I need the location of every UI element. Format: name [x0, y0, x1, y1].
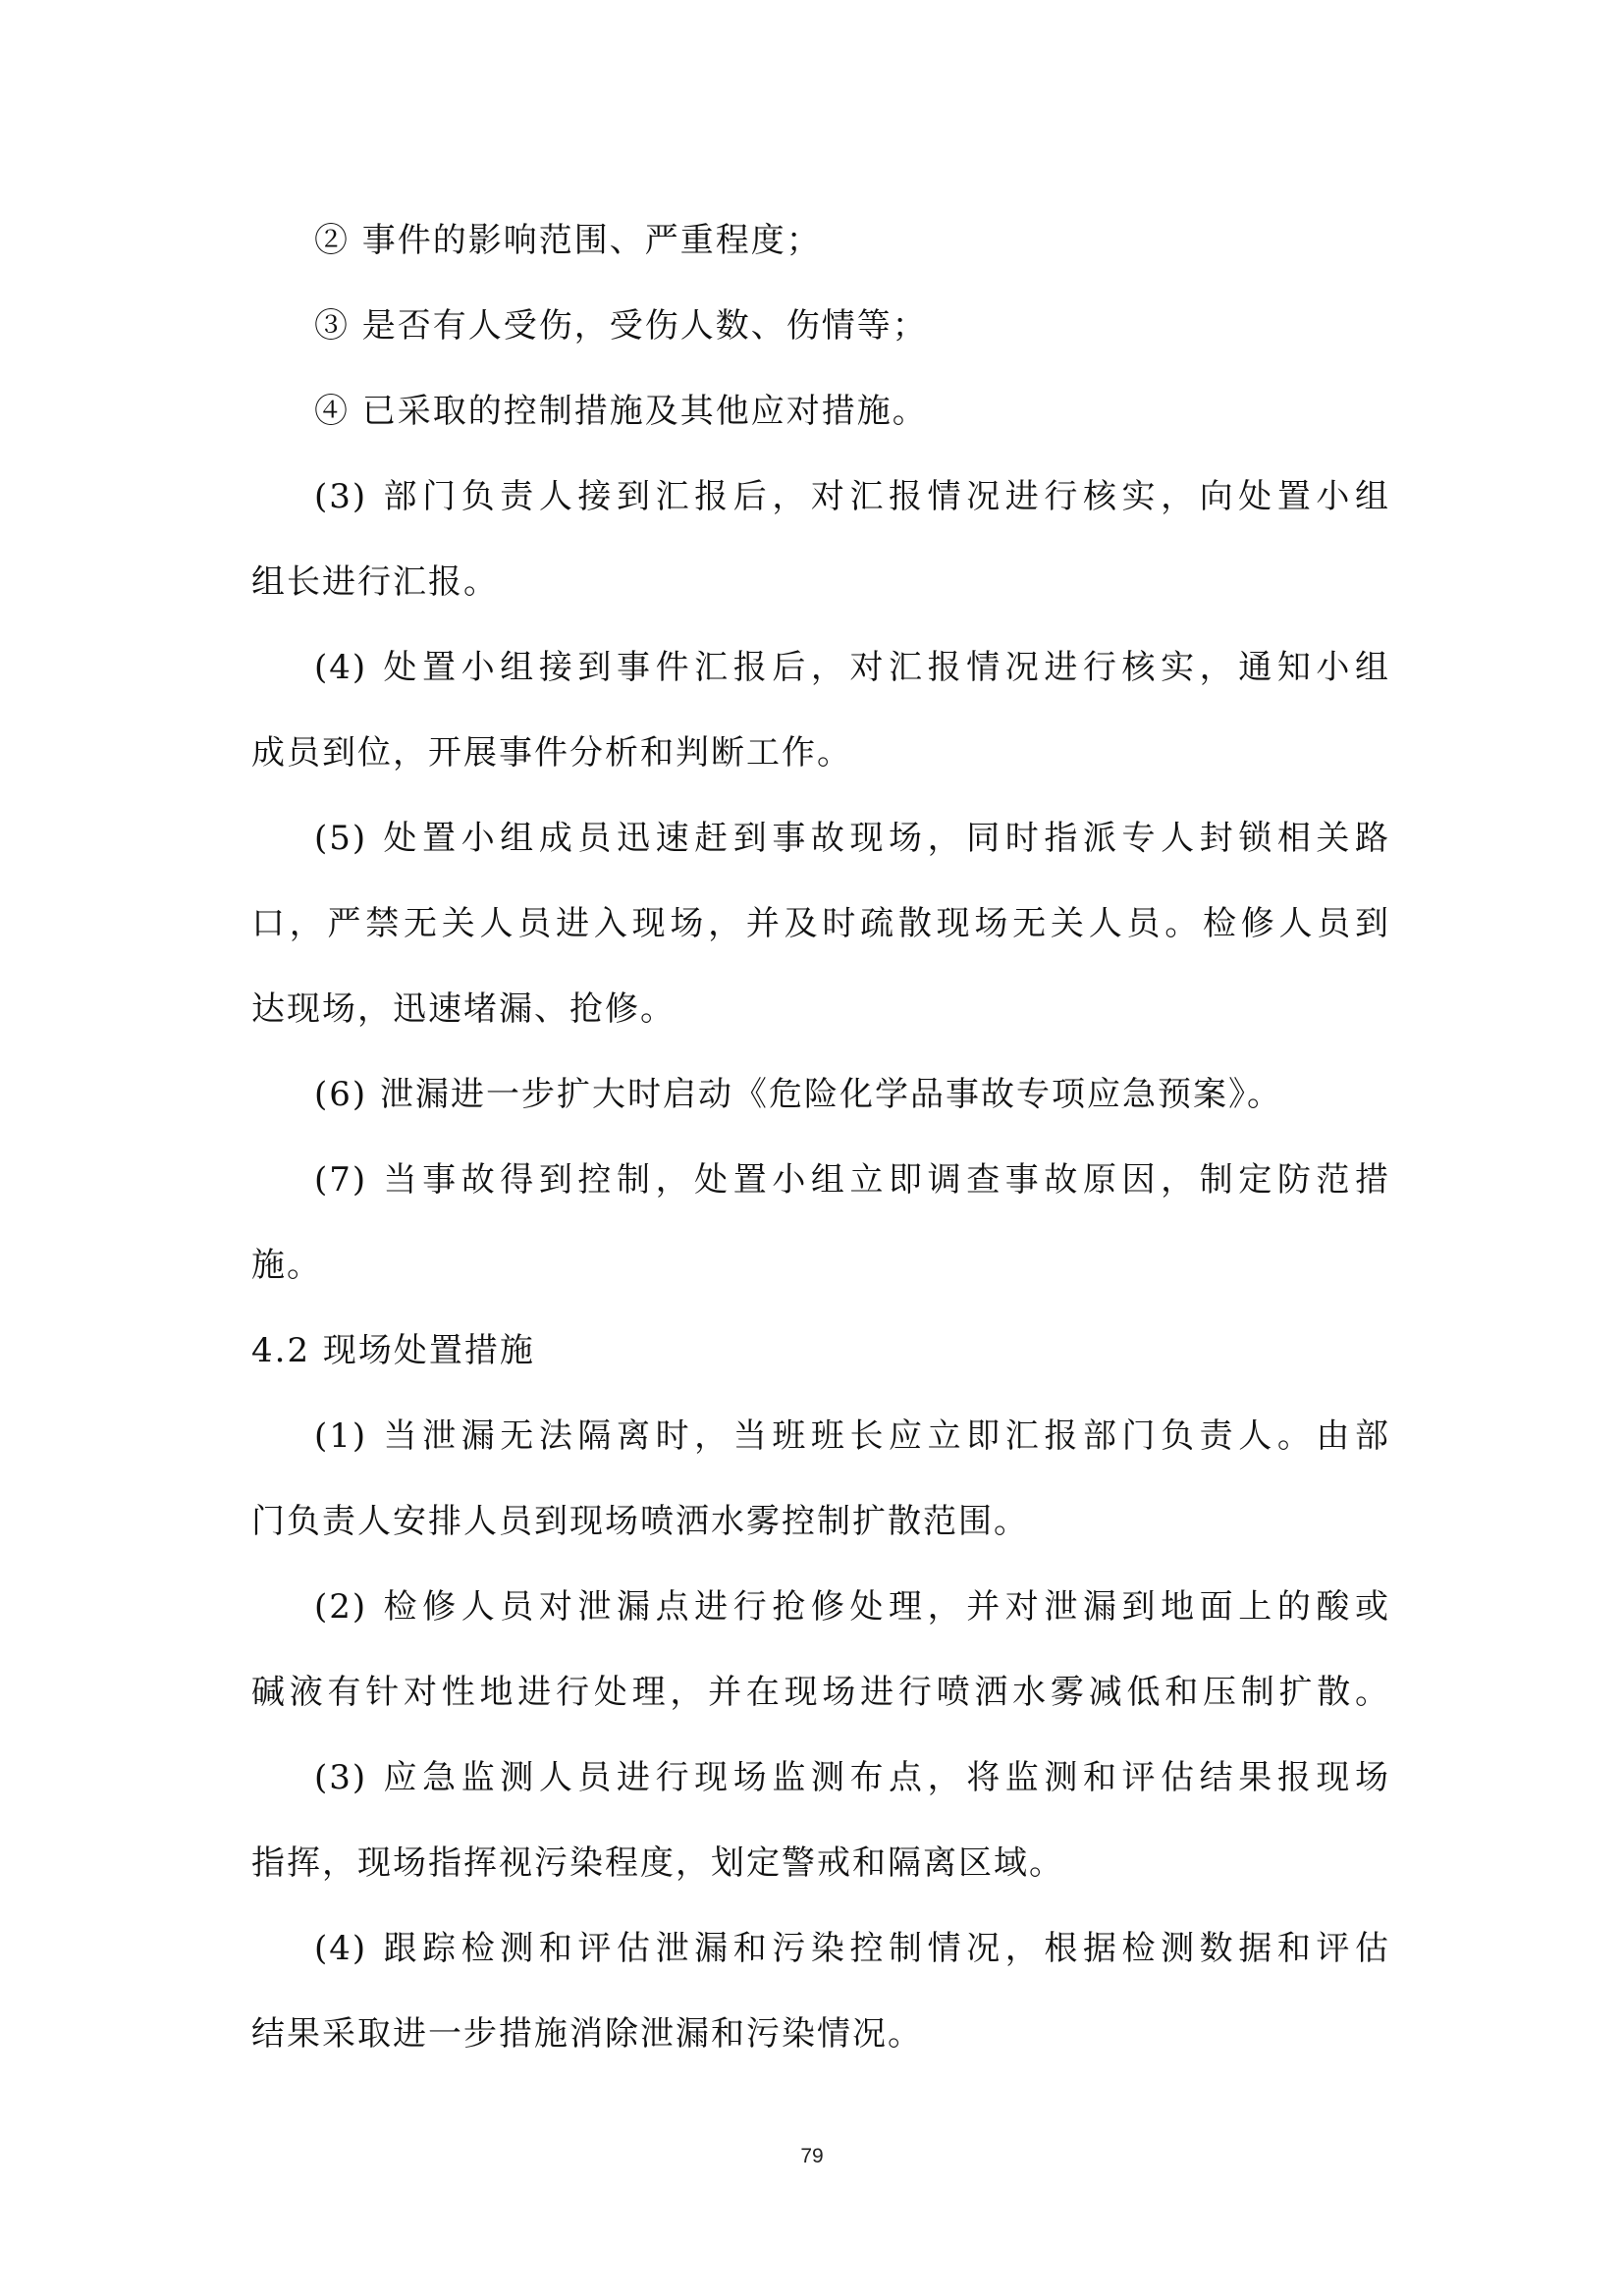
page-number: 79 [800, 2145, 824, 2167]
paragraph-3-line-2: 组长进行汇报。 [251, 562, 499, 602]
paragraph-5-line-2: 口，严禁无关人员进入现场，并及时疏散现场无关人员。检修人员到 [251, 904, 1390, 943]
measure-1-line-1: (1) 当泄漏无法隔离时，当班班长应立即汇报部门负责人。由部 [314, 1416, 1390, 1456]
paragraph-5-line-1: (5) 处置小组成员迅速赶到事故现场，同时指派专人封锁相关路 [314, 819, 1390, 858]
paragraph-7-line-2: 施。 [251, 1246, 322, 1285]
measure-4-line-1: (4) 跟踪检测和评估泄漏和污染控制情况，根据检测数据和评估 [314, 1929, 1390, 1968]
section-heading: 4.2 现场处置措施 [251, 1331, 535, 1370]
measure-1-line-2: 门负责人安排人员到现场喷洒水雾控制扩散范围。 [251, 1502, 1029, 1541]
paragraph-5-line-3: 达现场，迅速堵漏、抢修。 [251, 989, 676, 1029]
paragraph-7-line-1: (7) 当事故得到控制，处置小组立即调查事故原因，制定防范措 [314, 1160, 1390, 1200]
paragraph-6-line-1: (6) 泄漏进一步扩大时启动《危险化学品事故专项应急预案》。 [314, 1075, 1282, 1114]
measure-4-line-2: 结果采取进一步措施消除泄漏和污染情况。 [251, 2014, 923, 2054]
measure-2-line-2: 碱液有针对性地进行处理，并在现场进行喷洒水雾减低和压制扩散。 [251, 1673, 1390, 1712]
paragraph-4-line-2: 成员到位，开展事件分析和判断工作。 [251, 733, 852, 773]
measure-2-line-1: (2) 检修人员对泄漏点进行抢修处理，并对泄漏到地面上的酸或 [314, 1587, 1390, 1627]
paragraph-3-line-1: (3) 部门负责人接到汇报后，对汇报情况进行核实，向处置小组 [314, 477, 1390, 516]
measure-3-line-1: (3) 应急监测人员进行现场监测布点，将监测和评估结果报现场 [314, 1758, 1390, 1797]
list-item-2: ② 事件的影响范围、严重程度； [314, 221, 822, 260]
list-item-3: ③ 是否有人受伤，受伤人数、伤情等； [314, 306, 928, 346]
measure-3-line-2: 指挥，现场指挥视污染程度，划定警戒和隔离区域。 [251, 1843, 1064, 1883]
paragraph-4-line-1: (4) 处置小组接到事件汇报后，对汇报情况进行核实，通知小组 [314, 648, 1390, 687]
list-item-4: ④ 已采取的控制措施及其他应对措施。 [314, 392, 928, 431]
